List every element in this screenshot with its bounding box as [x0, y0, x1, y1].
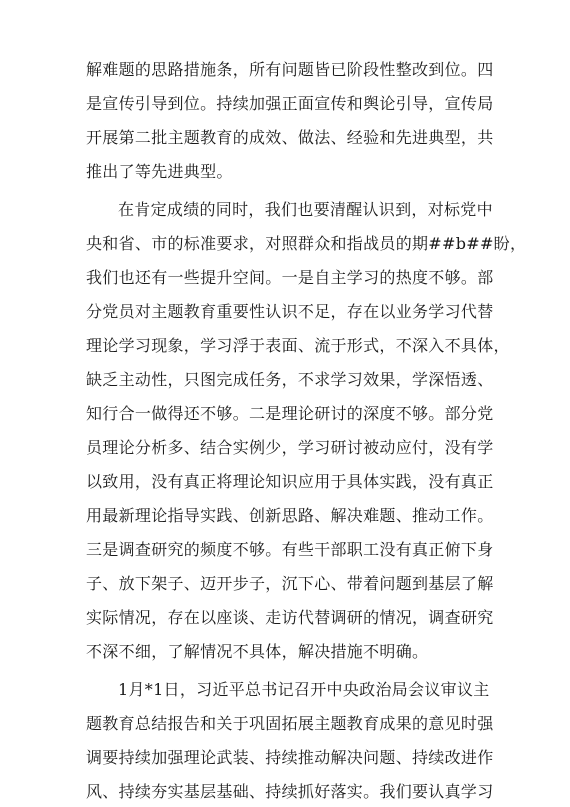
text-line-2: 是宣传引导到位。持续加强正面宣传和舆论引导，宣传局 [86, 94, 494, 113]
text-line-14: 用最新理论指导实践、创新思路、解决难题、推动工作。 [86, 506, 494, 525]
text-line-12: 员理论分析多、结合实例少，学习研讨被动应付，没有学 [86, 438, 494, 457]
text-line-20: 题教育总结报告和关于巩固拓展主题教育成果的意见时强 [86, 714, 494, 733]
text-line-13: 以致用，没有真正将理论知识应用于具体实践，没有真正 [86, 472, 494, 491]
text-line-9: 理论学习现象，学习浮于表面、流于形式，不深入不具体， [86, 336, 510, 355]
text-line-6: 央和省、市的标准要求，对照群众和指战员的期##b##盼， [86, 234, 527, 253]
text-line-8: 分党员对主题教育重要性认识不足，存在以业务学习代替 [86, 302, 494, 321]
text-line-10: 缺乏主动性，只图完成任务，不求学习效果，学深悟透、 [86, 370, 494, 389]
text-line-17: 实际情况，存在以座谈、走访代替调研的情况，调查研究 [86, 608, 494, 627]
text-line-7: 我们也还有一些提升空间。一是自主学习的热度不够。部 [86, 268, 494, 287]
text-line-1: 解难题的思路措施条，所有问题皆已阶段性整改到位。四 [86, 60, 494, 79]
text-line-4: 推出了等先进典型。 [86, 162, 233, 181]
text-line-22: 风、持续夯实基层基础、持续抓好落实。我们要认真学习 [86, 782, 494, 801]
text-line-19: 1月*1日，习近平总书记召开中央政治局会议审议主 [118, 680, 490, 699]
text-line-3: 开展第二批主题教育的成效、做法、经验和先进典型，共 [86, 128, 494, 147]
text-line-5: 在肯定成绩的同时，我们也要清醒认识到，对标党中 [118, 200, 493, 219]
text-line-21: 调要持续加强理论武装、持续推动解决问题、持续改进作 [86, 748, 494, 767]
text-line-18: 不深不细，了解情况不具体，解决措施不明确。 [86, 642, 429, 661]
text-line-11: 知行合一做得还不够。二是理论研讨的深度不够。部分党 [86, 404, 494, 423]
text-line-15: 三是调查研究的频度不够。有些干部职工没有真正俯下身 [86, 540, 494, 559]
text-line-16: 子、放下架子、迈开步子，沉下心、带着问题到基层了解 [86, 574, 494, 593]
